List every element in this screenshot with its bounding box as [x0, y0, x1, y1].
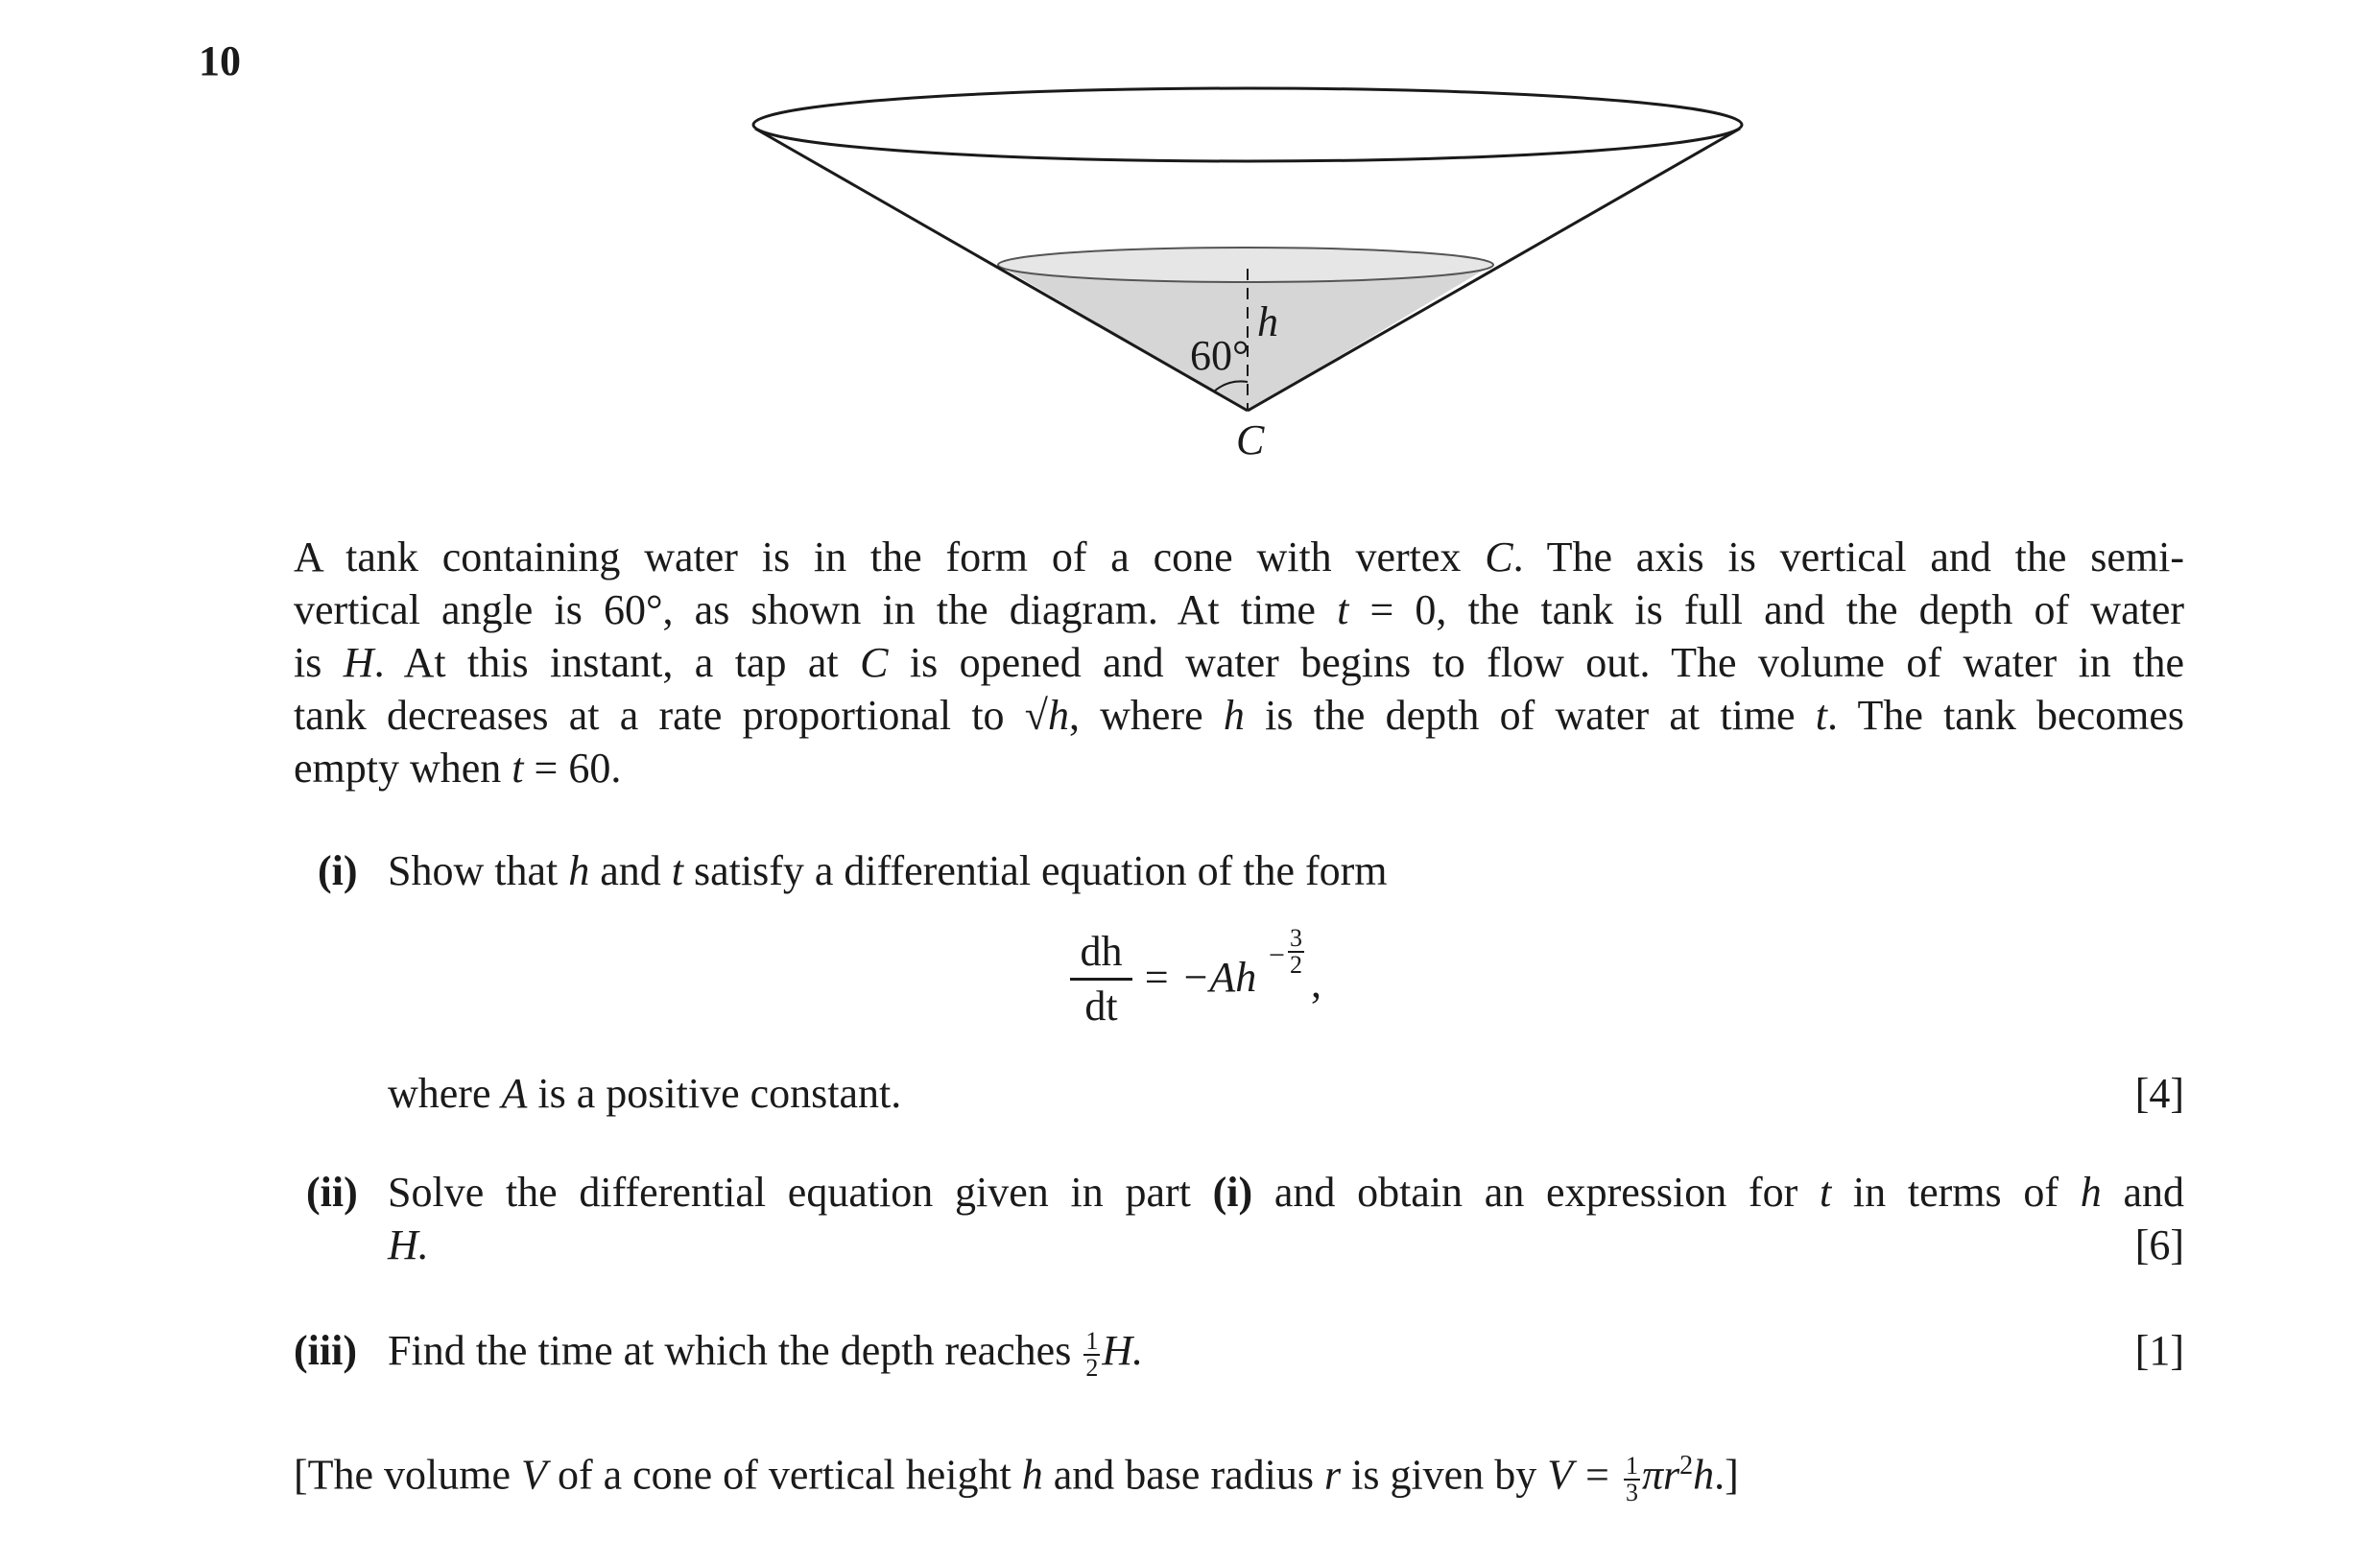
- part-ii-label: (ii): [306, 1169, 358, 1216]
- part-iii: [294, 1324, 2184, 1381]
- part-i-label: (i): [318, 847, 358, 894]
- cone-svg: [739, 77, 1756, 480]
- part-iii-label: (iii): [294, 1327, 357, 1374]
- cone-diagram: [739, 77, 1756, 480]
- part-iii-line: (iii) Find the time at which the depth reaches $\frac{1}{2}$ H. [1]: [294, 1324, 2184, 1381]
- vertex-label: C: [1236, 416, 1265, 463]
- part-i-marks: [4]: [2134, 1070, 2184, 1117]
- water-surface: [998, 248, 1493, 282]
- intro-line-3: is H. At this instant, a tap at C is opened and water begins to flow out. The volume of water in the: [294, 639, 2184, 686]
- equation-rhs: = −Ah: [1142, 954, 1257, 1001]
- question-number: 10: [199, 37, 241, 84]
- intro-paragraph: [294, 531, 2184, 794]
- intro-line-1: A tank containing water is in the form of a cone with vertex C. The axis is vertical and the semi-: [294, 533, 2184, 581]
- dh: dh: [1070, 926, 1132, 981]
- part-i: [294, 844, 2184, 897]
- part-ii-line-2: H. [6]: [294, 1219, 2184, 1271]
- volume-note: [The volume V of a cone of vertical height h and base radius r is given by V = $\frac{1}{3}$ $\pi r^2h$.]: [294, 1451, 1739, 1506]
- intro-line-4: tank decreases at a rate proportional to √h, where h is the depth of water at time t. The tank becomes: [294, 692, 2184, 739]
- part-iii-marks: [1]: [2134, 1327, 2184, 1374]
- third-fraction: $\frac{1}{3}$: [1626, 1451, 1638, 1506]
- part-ii: [294, 1166, 2184, 1271]
- dh-dt-fraction: [1070, 926, 1132, 1032]
- part-i-line: (i) Show that h and t satisfy a differential equation of the form: [294, 844, 2184, 897]
- angle-label: 60°: [1190, 332, 1250, 379]
- part-ii-line-1: (ii) Solve the differential equation given in part (i) and obtain an expression for t in terms of h and: [294, 1166, 2184, 1219]
- part-ii-marks: [6]: [2134, 1221, 2184, 1268]
- part-i-followup: where A is a positive constant. [4]: [294, 1067, 2184, 1120]
- cone-rim: [753, 88, 1742, 161]
- intro-line-5: empty when t = 60.: [294, 745, 622, 792]
- differential-equation: dh dt = −Ah − $\frac{3}{2}$ ,: [1070, 926, 1320, 1031]
- depth-label: h: [1257, 298, 1278, 345]
- intro-line-2: vertical angle is 60°, as shown in the diagram. At time t = 0, the tank is full and the depth of water: [294, 586, 2185, 633]
- dt: dt: [1084, 983, 1118, 1030]
- half-fraction: $\frac{1}{2}$: [1085, 1326, 1099, 1382]
